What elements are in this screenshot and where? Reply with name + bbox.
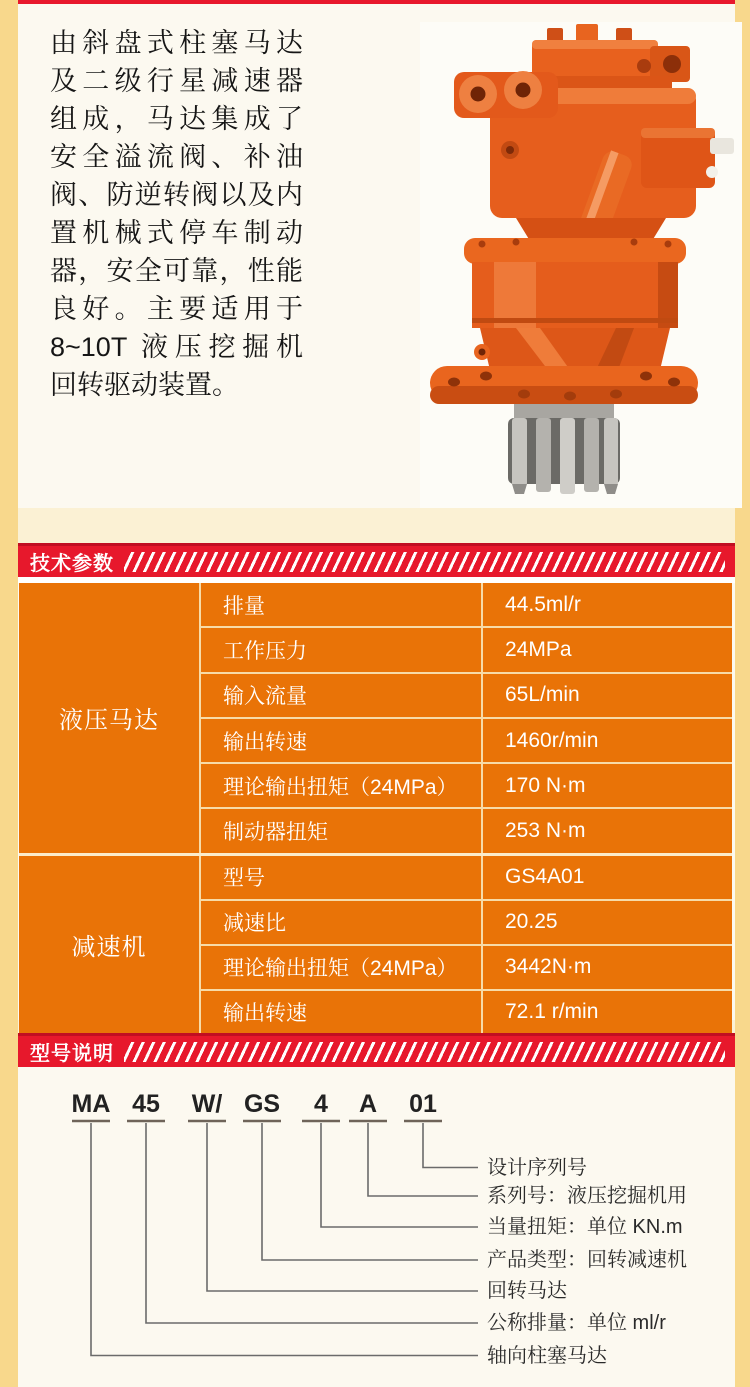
model-code-segment: A <box>358 1090 378 1118</box>
table-row <box>201 989 732 1034</box>
spec-name-cell: 排量 <box>223 594 265 618</box>
spec-value-cell: 65L/min <box>481 674 732 717</box>
spec-value-cell: 72.1 r/min <box>481 991 732 1034</box>
spec-value-cell: 3442N·m <box>481 946 732 989</box>
model-explanation-label: 当量扭矩：单位 KN.m <box>487 1216 683 1238</box>
table-row <box>201 856 732 899</box>
table-row <box>201 626 732 671</box>
spec-name-cell: 工作压力 <box>223 639 307 663</box>
spec-rows <box>199 856 732 1034</box>
model-explanation-label: 回转马达 <box>487 1280 567 1302</box>
model-code-segment: GS <box>243 1090 281 1118</box>
table-row <box>201 944 732 989</box>
description-line: 回转驱动装置。 <box>50 370 239 400</box>
table-row <box>201 899 732 944</box>
spec-name-cell: 输入流量 <box>223 685 307 709</box>
table-row <box>201 807 732 852</box>
spec-name-cell: 输出转速 <box>223 1002 307 1026</box>
description-line: 及二级行星减速器 <box>50 66 303 96</box>
group-label-cell: 液压马达 <box>59 707 159 735</box>
description-line: 置机械式停车制动 <box>50 218 303 248</box>
spec-group-hydraulic-motor <box>19 583 732 853</box>
model-code-segment: 01 <box>409 1090 437 1118</box>
description-line: 由斜盘式柱塞马达 <box>50 28 303 58</box>
slash-pattern <box>124 1042 725 1062</box>
description-line: 组成，马达集成了 <box>50 104 303 134</box>
group-label-cell: 减速机 <box>71 934 147 962</box>
cream-band-upper <box>18 508 735 543</box>
spec-value-cell: 170 N·m <box>481 764 732 807</box>
description-line: 8~10T 液压挖掘机 <box>50 332 303 362</box>
model-code-segment: 45 <box>132 1090 160 1118</box>
model-explanation-label: 设计序列号 <box>487 1156 587 1179</box>
model-code-segment: 4 <box>314 1090 328 1118</box>
section-title: 技术参数 <box>30 553 114 575</box>
spec-value-cell: 24MPa <box>481 628 732 671</box>
spec-value-cell: 44.5ml/r <box>481 583 732 626</box>
table-row <box>201 583 732 626</box>
spec-rows <box>199 583 732 853</box>
top-red-divider <box>18 0 735 4</box>
model-code-diagram <box>0 1080 750 1387</box>
table-row <box>201 762 732 807</box>
spec-name-cell: 型号 <box>223 867 265 891</box>
spec-table <box>19 583 732 1034</box>
spec-name-cell: 制动器扭矩 <box>223 821 328 845</box>
spec-value-cell: 253 N·m <box>481 809 732 852</box>
description-line: 阀、防逆转阀以及内 <box>50 180 303 210</box>
model-explanation-label: 轴向柱塞马达 <box>487 1344 607 1367</box>
section-bar-tech-params <box>18 543 735 577</box>
slash-pattern <box>124 552 725 572</box>
product-photo-hydraulic-motor <box>420 22 742 508</box>
description-line: 良好。主要适用于 <box>50 294 303 324</box>
description-line: 安全溢流阀、补油 <box>50 142 303 172</box>
model-code-segment: MA <box>71 1090 111 1118</box>
product-description <box>50 24 303 404</box>
model-explanation-label: 系列号：液压挖掘机用 <box>487 1185 687 1207</box>
model-code-segment: W/ <box>191 1090 223 1118</box>
section-bar-model-description <box>18 1033 735 1067</box>
model-explanation-label: 公称排量：单位 ml/r <box>487 1312 666 1334</box>
spec-name-cell: 理论输出扭矩（24MPa） <box>223 775 458 799</box>
table-row <box>201 717 732 762</box>
spec-value-cell: GS4A01 <box>481 856 732 899</box>
description-line: 器，安全可靠，性能 <box>50 256 303 286</box>
model-explanation-label: 产品类型：回转减速机 <box>487 1249 687 1271</box>
table-row <box>201 672 732 717</box>
spec-name-cell: 理论输出扭矩（24MPa） <box>223 957 458 981</box>
spec-name-cell: 减速比 <box>223 912 286 936</box>
hydraulic-motor-illustration <box>420 22 742 508</box>
spec-name-cell: 输出转速 <box>223 730 307 754</box>
section-title: 型号说明 <box>30 1043 114 1065</box>
spec-value-cell: 20.25 <box>481 901 732 944</box>
spec-value-cell: 1460r/min <box>481 719 732 762</box>
spec-group-reducer <box>19 853 732 1034</box>
